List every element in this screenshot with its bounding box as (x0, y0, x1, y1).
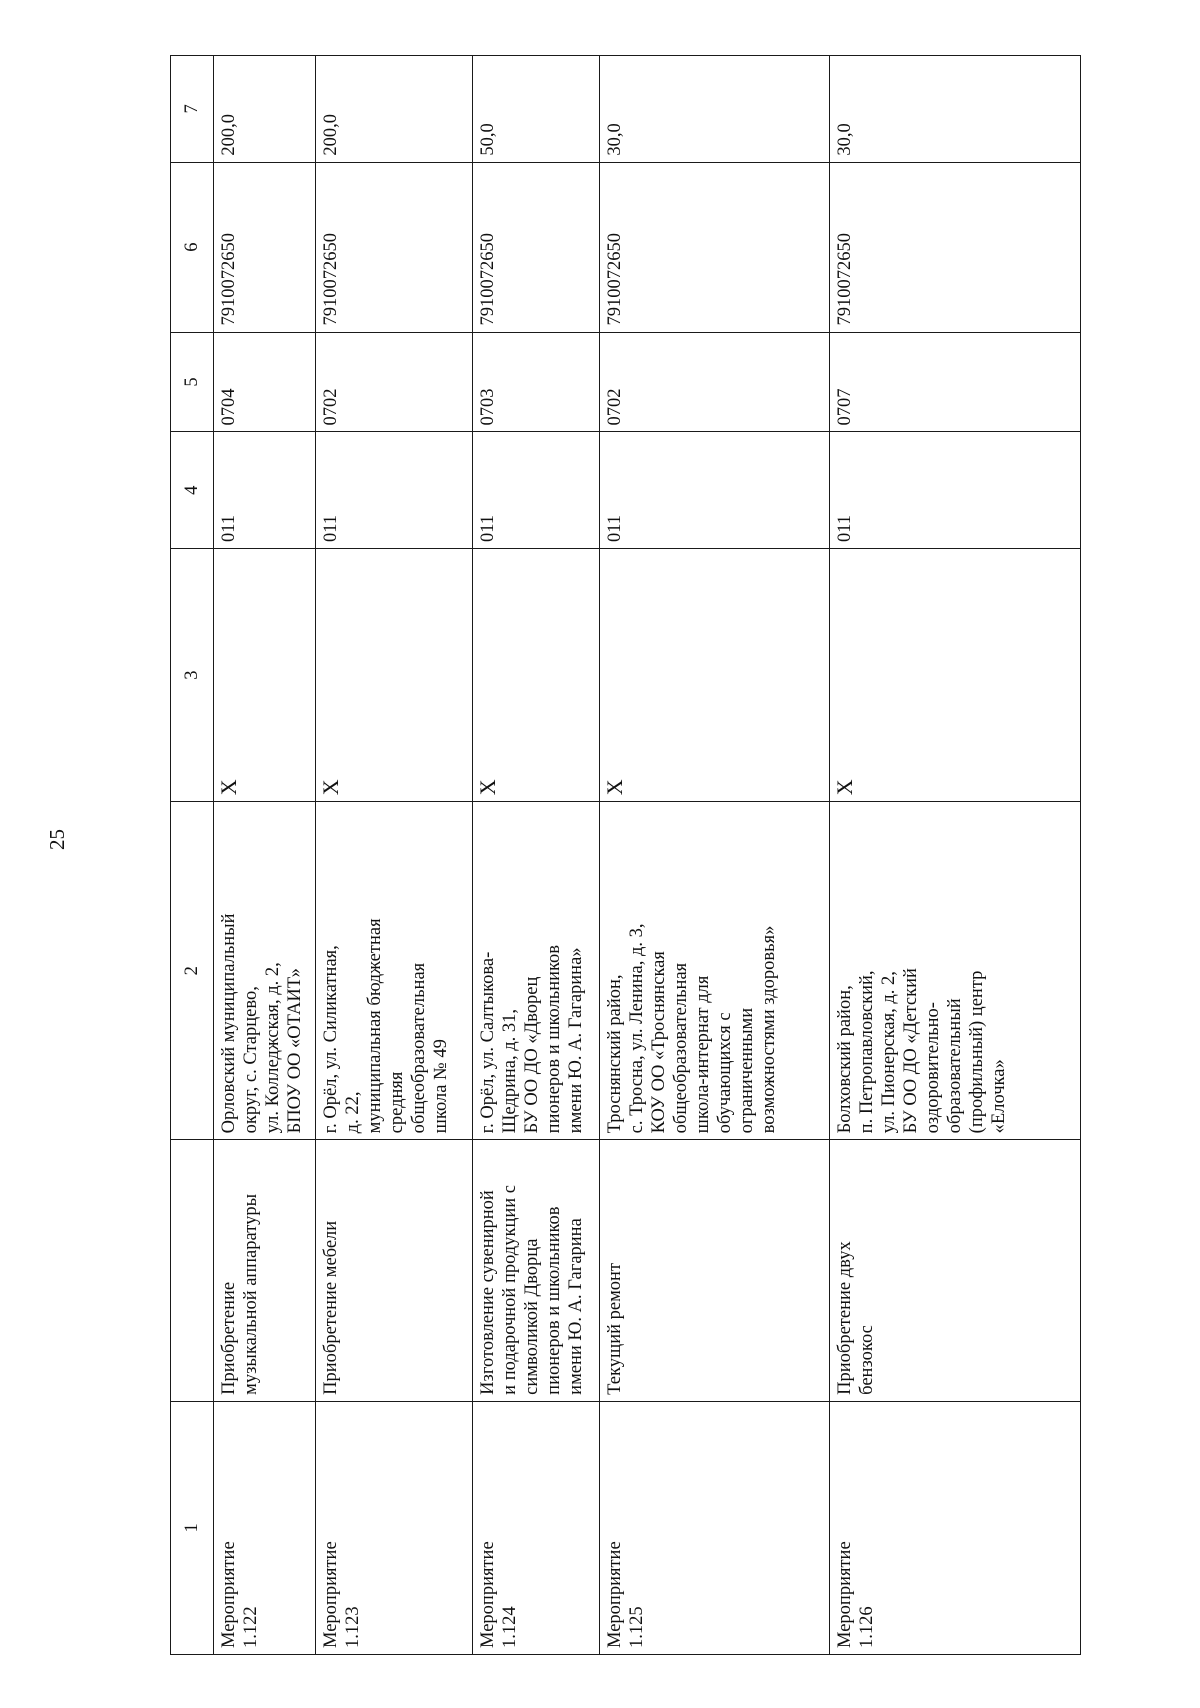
col3-cell: Х (600, 549, 830, 802)
header-cell: 3 (171, 549, 214, 802)
col7-cell: 30,0 (830, 56, 1081, 163)
col4-cell: 011 (214, 432, 316, 549)
table-row (316, 56, 473, 1655)
header-cell: 4 (171, 432, 214, 549)
col4-cell: 011 (316, 432, 473, 549)
address-cell: Троснянский район, с. Тросна, ул. Ленина, д. 3, КОУ ОО «Троснянская общеобразовательная школа-интернат для обучающихся с ограниченными возможностями здоровья» (600, 802, 830, 1140)
event-name-cell: Приобретение музыкальной аппаратуры (214, 1140, 316, 1402)
col5-cell: 0704 (214, 332, 316, 432)
col7-cell: 50,0 (473, 56, 600, 163)
col3-cell: Х (214, 549, 316, 802)
budget-table (170, 55, 1081, 1655)
event-name-cell: Приобретение мебели (316, 1140, 473, 1402)
col7-cell: 200,0 (214, 56, 316, 163)
col5-cell: 0702 (600, 332, 830, 432)
header-cell: 5 (171, 332, 214, 432)
rotated-table-container (170, 55, 1080, 1655)
table-row (473, 56, 600, 1655)
address-cell: Орловский муниципальный округ, с. Старцево, ул. Колледжская, д. 2, БПОУ ОО «ОТАИТ» (214, 802, 316, 1140)
event-id-cell: Мероприятие 1.124 (473, 1401, 600, 1654)
table-row (214, 56, 316, 1655)
col6-cell: 7910072650 (473, 162, 600, 332)
event-name-cell: Текущий ремонт (600, 1140, 830, 1402)
event-name-cell: Изготовление сувенирной и подарочной продукции с символикой Дворца пионеров и школьников имени Ю. А. Гагарина (473, 1140, 600, 1402)
col3-cell: Х (473, 549, 600, 802)
col3-cell: Х (830, 549, 1081, 802)
col4-cell: 011 (473, 432, 600, 549)
col6-cell: 7910072650 (830, 162, 1081, 332)
col7-cell: 30,0 (600, 56, 830, 163)
event-id-cell: Мероприятие 1.123 (316, 1401, 473, 1654)
col4-cell: 011 (600, 432, 830, 549)
header-cell: 2 (171, 802, 214, 1140)
table-row (830, 56, 1081, 1655)
header-cell (171, 1140, 214, 1402)
header-cell: 7 (171, 56, 214, 163)
address-cell: Болховский район, п. Петропавловский, ул. Пионерская, д. 2, БУ ОО ДО «Детский оздоровительно- образовательный (профильный) центр «Елочка» (830, 802, 1081, 1140)
col4-cell: 011 (830, 432, 1081, 549)
col5-cell: 0703 (473, 332, 600, 432)
event-name-cell: Приобретение двух бензокос (830, 1140, 1081, 1402)
address-cell: г. Орёл, ул. Силикатная, д. 22, муниципальная бюджетная средняя общеобразовательная школа № 49 (316, 802, 473, 1140)
event-id-cell: Мероприятие 1.125 (600, 1401, 830, 1654)
event-id-cell: Мероприятие 1.122 (214, 1401, 316, 1654)
col6-cell: 7910072650 (214, 162, 316, 332)
header-row (171, 56, 214, 1655)
address-cell: г. Орёл, ул. Салтыкова- Щедрина, д. 31, БУ ОО ДО «Дворец пионеров и школьников имени Ю. А. Гагарина» (473, 802, 600, 1140)
header-cell: 6 (171, 162, 214, 332)
col6-cell: 7910072650 (316, 162, 473, 332)
header-cell: 1 (171, 1401, 214, 1654)
page-number: 25 (45, 829, 69, 850)
col6-cell: 7910072650 (600, 162, 830, 332)
col3-cell: Х (316, 549, 473, 802)
table-row (600, 56, 830, 1655)
event-id-cell: Мероприятие 1.126 (830, 1401, 1081, 1654)
col7-cell: 200,0 (316, 56, 473, 163)
col5-cell: 0702 (316, 332, 473, 432)
col5-cell: 0707 (830, 332, 1081, 432)
